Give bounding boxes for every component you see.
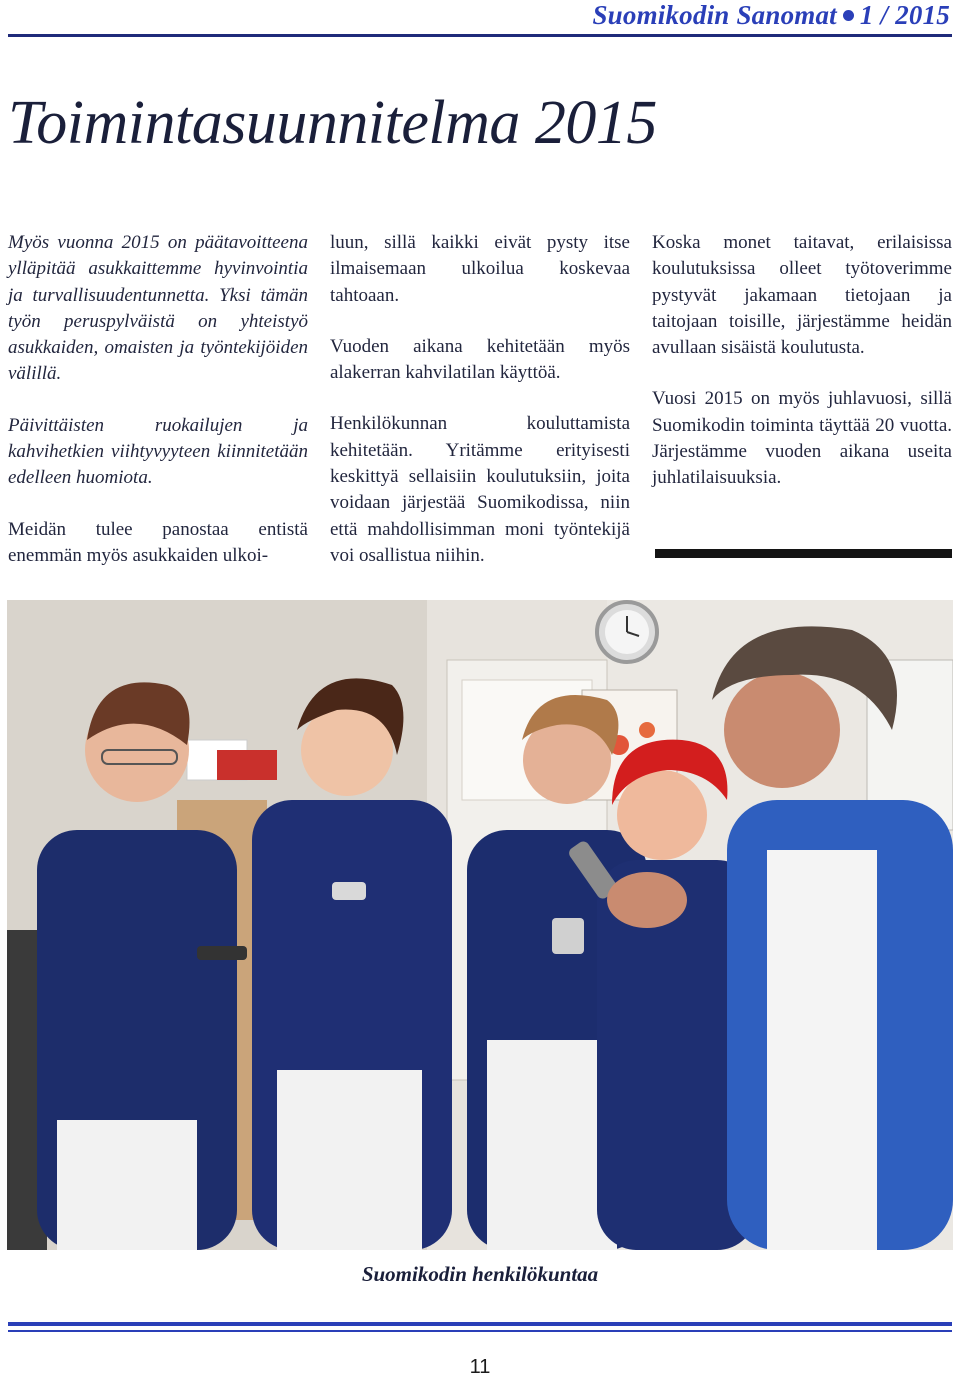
paragraph-meals: Päivittäisten ruokailujen ja kahvihetkien viihtyvyyteen kiinnitetään edelleen huomiota.	[8, 414, 308, 489]
paragraph-outdoor: Meidän tulee panostaa entistä enemmän myös asukkaiden ulkoi-	[8, 518, 308, 566]
text-column-1	[8, 230, 308, 569]
article-end-bar	[655, 549, 952, 558]
paragraph-internal-training: Koska monet taitavat, erilaisissa koulutuksissa olleet työtoverimme pystyvät jakamaan tietojaan ja taitojaan toisille, järjestämme heidän avullaan sisäistä koulutusta.	[652, 232, 952, 359]
issue-number: 1 / 2015	[859, 0, 950, 30]
page-number: 11	[469, 1356, 491, 1378]
paragraph-anniversary: Vuosi 2015 on myös juhlavuosi, sillä Suomikodin toiminta täyttää 20 vuotta. Järjestämme vuoden aikana useita juhlatilaisuuksia.	[652, 388, 952, 489]
paragraph-training: Henkilökunnan kouluttamista kehitetään. Yritämme erityisesti keskittyä sellaisiin koulutuksiin, joita voidaan järjestää Suomikodissa, niin että mahdollisimman moni työntekijä voi osallistua niihin.	[330, 413, 630, 566]
paragraph-outdoor-cont: luun, sillä kaikki eivät pysty itse ilmaisemaan ulkoilua koskevaa tahtoaan.	[330, 232, 630, 306]
paragraph-cafe: Vuoden aikana kehitetään myös alakerran kahvilatilan käyttöä.	[330, 335, 630, 384]
staff-photo-illustration	[7, 600, 953, 1250]
footer-rule-thin	[8, 1330, 952, 1332]
publication-header	[592, 0, 950, 31]
page-header	[0, 0, 960, 40]
photo-caption: Suomikodin henkilökuntaa	[361, 1262, 599, 1286]
text-column-2	[330, 230, 630, 569]
header-rule	[8, 34, 952, 37]
paragraph-intro: Myös vuonna 2015 on päätavoitteena ylläpitää asukkaittemme hyvinvointia ja turvallisuudentunnetta. Yksi tämän työn peruspylväistä on yhteistyö asukkaiden, omaisten ja työntekijöiden välillä.	[8, 232, 308, 385]
footer-rule-thick	[8, 1322, 952, 1326]
article-title: Toimintasuunnitelma 2015	[8, 89, 657, 157]
publication-name: Suomikodin Sanomat	[592, 0, 837, 30]
text-column-3	[652, 230, 952, 492]
bullet-dot-icon	[843, 10, 854, 21]
staff-photo	[7, 600, 953, 1250]
